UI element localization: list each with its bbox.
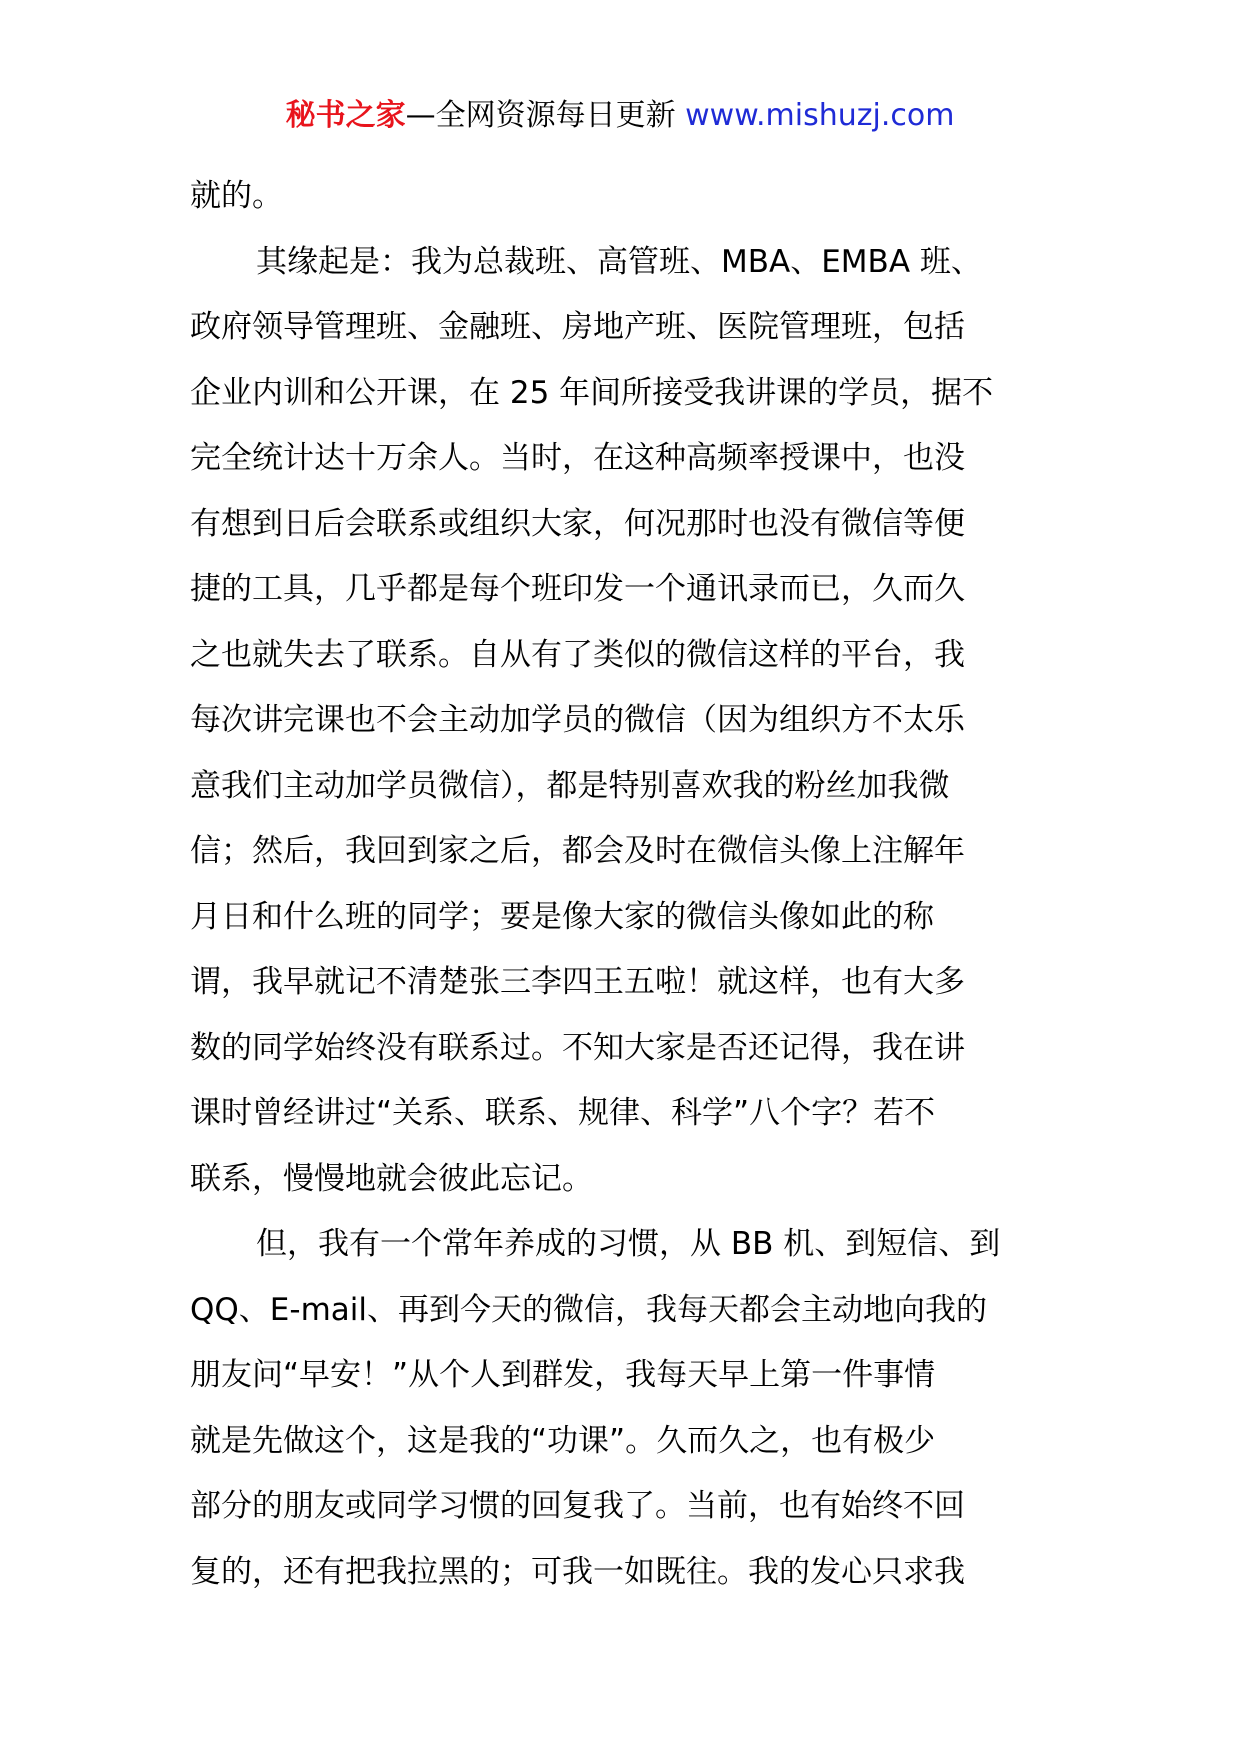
text-line: 课时曾经讲过“关系、联系、规律、科学”八个字？若不 (190, 1095, 936, 1131)
text-line: 之也就失去了联系。自从有了类似的微信这样的平台，我 (190, 636, 965, 673)
site-url-link[interactable]: www.mishuzj.com (685, 98, 955, 133)
paragraph-start-line: 其缘起是：我为总裁班、高管班、MBA、EMBA 班、 (256, 243, 982, 280)
text-line: 部分的朋友或同学习惯的回复我了。当前，也有始终不回 (190, 1488, 965, 1524)
text-line: 政府领导管理班、金融班、房地产班、医院管理班，包括 (190, 309, 965, 345)
text-line: 意我们主动加学员微信），都是特别喜欢我的粉丝加我微 (190, 767, 950, 804)
text-line: 朋友问“早安！”从个人到群发，我每天早上第一件事情 (190, 1357, 936, 1393)
page-header (0, 96, 1240, 136)
text-line: 谓，我早就记不清楚张三李四王五啦！就这样，也有大多 (190, 964, 965, 1000)
text-line: 信；然后，我回到家之后，都会及时在微信头像上注解年 (190, 833, 965, 869)
document-body (190, 164, 1060, 1605)
text-line: 复的，还有把我拉黑的；可我一如既往。我的发心只求我 (190, 1553, 965, 1590)
text-line: 每次讲完课也不会主动加学员的微信（因为组织方不太乐 (190, 702, 965, 738)
text-line: 就是先做这个，这是我的“功课”。久而久之，也有极少 (190, 1422, 936, 1459)
paragraph-start-line: 但，我有一个常年养成的习惯，从 BB 机、到短信、到 (256, 1226, 1001, 1262)
site-tagline: —全网资源每日更新 (405, 98, 676, 133)
text-line: 就的。 (190, 178, 283, 214)
text-line: 完全统计达十万余人。当时，在这种高频率授课中，也没 (190, 440, 965, 476)
text-line: 捷的工具，几乎都是每个班印发一个通讯录而已，久而久 (190, 571, 965, 607)
text-line: 联系，慢慢地就会彼此忘记。 (190, 1160, 593, 1197)
text-line: 月日和什么班的同学；要是像大家的微信头像如此的称 (190, 898, 934, 935)
text-line: QQ、E-mail、再到今天的微信，我每天都会主动地向我的 (190, 1291, 987, 1328)
text-line: 企业内训和公开课，在 25 年间所接受我讲课的学员，据不 (190, 374, 994, 411)
text-line: 有想到日后会联系或组织大家，何况那时也没有微信等便 (190, 505, 965, 542)
site-brand: 秘书之家 (285, 98, 406, 133)
text-line: 数的同学始终没有联系过。不知大家是否还记得，我在讲 (190, 1029, 965, 1066)
